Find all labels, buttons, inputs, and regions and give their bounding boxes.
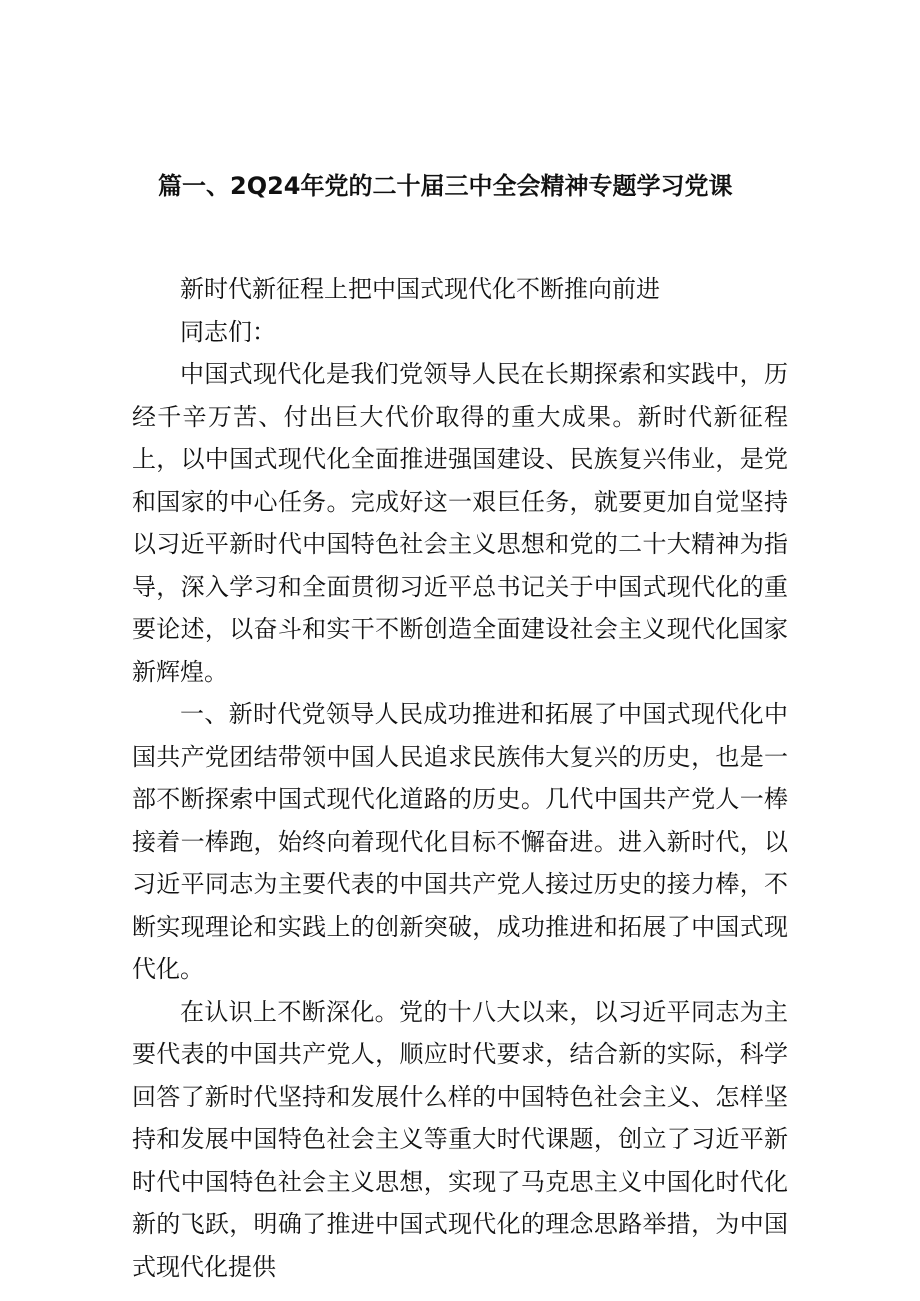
- salutation: 同志们：: [180, 317, 276, 346]
- paragraph-cognition: 在认识上不断深化。党的十八大以来，以习近平同志为主要代表的中国共产党人，顺应时代要求，结合新的实际，科学回答了新时代坚持和发展什么样的中国特色社会主义、怎样坚持和发展中国特色社会主义等重大时代课题，创立了习近平新时代中国特色社会主义思想，实现了马克思主义中国化时代化新的飞跃，明确了推进中国式现代化的理念思路举措，为中国式现代化提供: [132, 997, 788, 1281]
- paragraph-section-one: 一、新时代党领导人民成功推进和拓展了中国式现代化中国共产党团结带领中国人民追求民族伟大复兴的历史，也是一部不断探索中国式现代化道路的历史。几代中国共产党人一棒接着一棒跑，始终向着现代化目标不懈奋进。进入新时代，以习近平同志为主要代表的中国共产党人接过历史的接力棒，不断实现理论和实践上的创新突破，成功推进和拓展了中国式现代化。: [132, 700, 788, 983]
- document-title: 篇一、2Q24年党的二十届三中全会精神专题学习党课: [158, 172, 733, 200]
- document-body: [132, 268, 788, 1288]
- document-subtitle: 新时代新征程上把中国式现代化不断推向前进: [180, 275, 660, 303]
- paragraph-intro: 中国式现代化是我们党领导人民在长期探索和实践中，历经千辛万苦、付出巨大代价取得的重大成果。新时代新征程上，以中国式现代化全面推进强国建设、民族复兴伟业，是党和国家的中心任务。完成好这一艰巨任务，就要更加自觉坚持以习近平新时代中国特色社会主义思想和党的二十大精神为指导，深入学习和全面贯彻习近平总书记关于中国式现代化的重要论述，以奋斗和实干不断创造全面建设社会主义现代化国家新辉煌。: [132, 360, 788, 686]
